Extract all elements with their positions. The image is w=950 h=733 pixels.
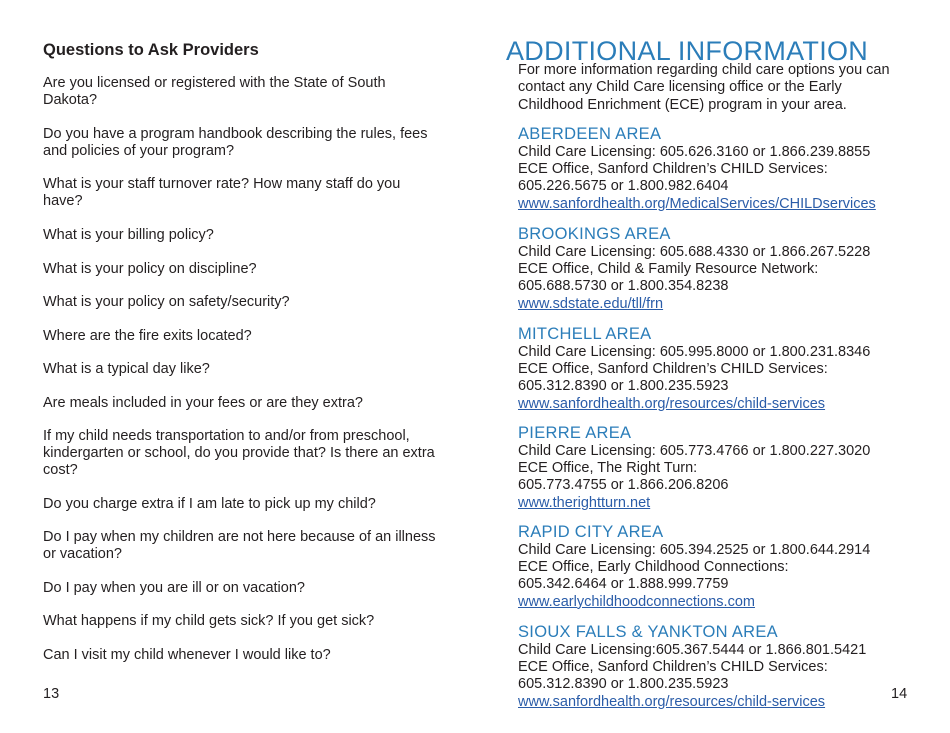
- area-rapid-city: [518, 523, 938, 611]
- licensing-line: Child Care Licensing: 605.773.4766 or 1.800.227.3020: [518, 443, 871, 459]
- area-website-link[interactable]: www.earlychildhoodconnections.com: [518, 593, 755, 610]
- area-title: MITCHELL AREA: [518, 325, 652, 343]
- questions-heading: Questions to Ask Providers: [43, 41, 259, 59]
- area-website-link[interactable]: www.sanfordhealth.org/MedicalServices/CHILDservices: [518, 195, 876, 212]
- area-website-link[interactable]: www.therightturn.net: [518, 494, 651, 511]
- ece-phone-line: 605.688.5730 or 1.800.354.8238: [518, 278, 729, 295]
- area-title: BROOKINGS AREA: [518, 225, 671, 243]
- area-aberdeen: [518, 125, 938, 213]
- ece-phone-line: 605.312.8390 or 1.800.235.5923: [518, 378, 729, 395]
- ece-phone-line: 605.342.6464 or 1.888.999.7759: [518, 576, 729, 593]
- area-mitchell: [518, 325, 938, 413]
- question-item: Do you have a program handbook describing the rules, fees and policies of your program?: [43, 126, 428, 159]
- question-item: What is your policy on safety/security?: [43, 294, 290, 310]
- question-item: Do I pay when you are ill or on vacation?: [43, 580, 305, 596]
- licensing-line: Child Care Licensing:605.367.5444 or 1.866.801.5421: [518, 642, 867, 658]
- page-number: 14: [891, 686, 908, 702]
- right-page: [475, 0, 950, 733]
- question-item: What is your billing policy?: [43, 227, 214, 243]
- ece-phone-line: 605.226.5675 or 1.800.982.6404: [518, 178, 729, 195]
- ece-office-line: ECE Office, Early Childhood Connections:: [518, 559, 789, 576]
- ece-office-line: ECE Office, Sanford Children’s CHILD Services:: [518, 361, 828, 378]
- licensing-line: Child Care Licensing: 605.995.8000 or 1.800.231.8346: [518, 344, 871, 360]
- ece-office-line: ECE Office, Sanford Children’s CHILD Services:: [518, 659, 828, 676]
- question-item: Are you licensed or registered with the State of South Dakota?: [43, 75, 386, 108]
- question-item: What happens if my child gets sick? If you get sick?: [43, 613, 375, 629]
- area-brookings: [518, 225, 938, 313]
- question-item: What is your policy on discipline?: [43, 261, 257, 277]
- question-item: What is a typical day like?: [43, 361, 210, 377]
- area-title: PIERRE AREA: [518, 424, 632, 442]
- licensing-line: Child Care Licensing: 605.394.2525 or 1.800.644.2914: [518, 542, 871, 558]
- additional-info-heading: ADDITIONAL INFORMATION: [506, 36, 869, 66]
- area-title: ABERDEEN AREA: [518, 125, 662, 143]
- question-item: Where are the fire exits located?: [43, 328, 252, 344]
- area-website-link[interactable]: www.sanfordhealth.org/resources/child-services: [518, 693, 826, 710]
- area-sioux-falls-yankton: [518, 623, 938, 711]
- area-website-link[interactable]: www.sanfordhealth.org/resources/child-services: [518, 395, 826, 412]
- ece-office-line: ECE Office, The Right Turn:: [518, 460, 698, 477]
- licensing-line: Child Care Licensing: 605.626.3160 or 1.866.239.8855: [518, 144, 871, 160]
- page-number: 13: [43, 686, 60, 702]
- area-pierre: [518, 424, 938, 512]
- area-title: RAPID CITY AREA: [518, 523, 664, 541]
- intro-paragraph: For more information regarding child care options you can contact any Child Care licensing office or the Early Childhood Enrichment (ECE) program in your area.: [518, 62, 890, 113]
- question-item: If my child needs transportation to and/or from preschool, kindergarten or school, do you provide that? Is there an extra cost?: [43, 428, 435, 478]
- ece-office-line: ECE Office, Child & Family Resource Network:: [518, 261, 819, 278]
- ece-phone-line: 605.312.8390 or 1.800.235.5923: [518, 676, 729, 693]
- area-website-link[interactable]: www.sdstate.edu/tll/frn: [518, 295, 664, 312]
- question-item: Do you charge extra if I am late to pick up my child?: [43, 496, 376, 512]
- question-item: Are meals included in your fees or are they extra?: [43, 395, 363, 411]
- ece-office-line: ECE Office, Sanford Children’s CHILD Services:: [518, 161, 828, 178]
- area-title: SIOUX FALLS & YANKTON AREA: [518, 623, 778, 641]
- question-item: Can I visit my child whenever I would like to?: [43, 647, 331, 663]
- ece-phone-line: 605.773.4755 or 1.866.206.8206: [518, 477, 729, 494]
- question-item: Do I pay when my children are not here because of an illness or vacation?: [43, 529, 436, 562]
- licensing-line: Child Care Licensing: 605.688.4330 or 1.866.267.5228: [518, 244, 871, 260]
- question-item: What is your staff turnover rate? How many staff do you have?: [43, 176, 401, 209]
